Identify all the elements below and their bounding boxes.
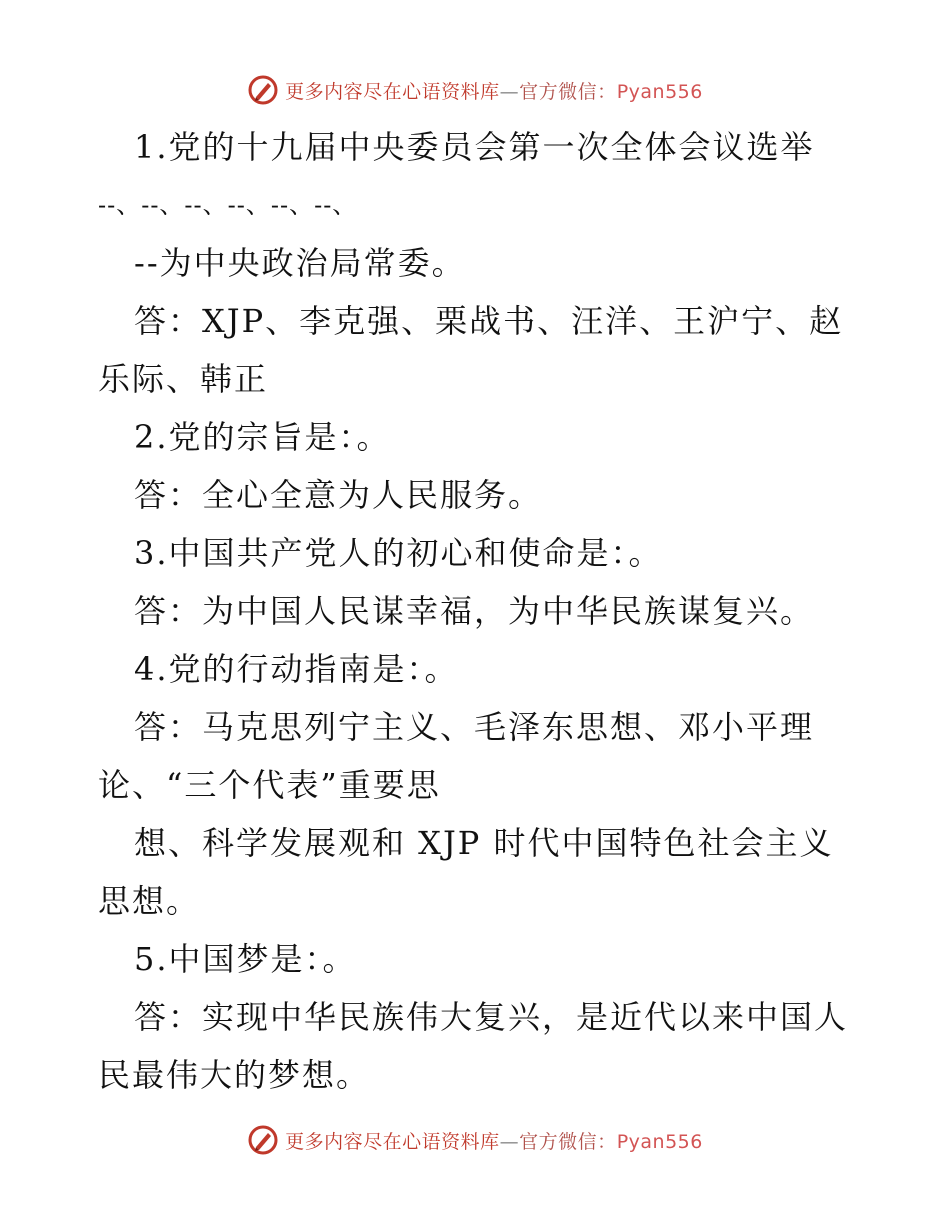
banner-main-text: 更多内容尽在心语资料库 [285,80,500,103]
question-1-line-2: --、--、--、--、--、--、 [98,191,358,219]
answer-5-line-1: 答：实现中华民族伟大复兴，是近代以来中国人 [134,998,849,1036]
document-body [98,118,858,1104]
answer-4-line-2: 论、“三个代表”重要思 [98,766,441,804]
banner-dash: — [499,80,520,103]
header-banner [0,72,950,108]
banner-dash: — [499,1130,520,1153]
banner-wechat-label: 官方微信： [519,1130,617,1153]
banner-text [285,1127,703,1154]
answer-5-line-2: 民最伟大的梦想。 [98,1056,371,1094]
pen-logo-icon [247,1124,279,1156]
banner-text [285,77,703,104]
answer-4-line-3: 想、科学发展观和 XJP 时代中国特色社会主义 [134,824,834,862]
question-1-line-1: 1.党的十九届中央委员会第一次全体会议选举 [134,128,815,166]
question-4: 4.党的行动指南是：。 [134,650,459,688]
banner-wechat-id: Pyan556 [616,1130,703,1153]
answer-1-line-2: 乐际、韩正 [98,360,269,398]
question-2: 2.党的宗旨是：。 [134,418,391,456]
pen-logo-icon [247,74,279,106]
answer-4-line-1: 答：马克思列宁主义、毛泽东思想、邓小平理 [134,708,815,746]
banner-main-text: 更多内容尽在心语资料库 [285,1130,500,1153]
answer-2: 答：全心全意为人民服务。 [134,476,543,514]
answer-3: 答：为中国人民谋幸福，为中华民族谋复兴。 [134,592,815,630]
answer-4-line-4: 思想。 [98,882,201,920]
question-3: 3.中国共产党人的初心和使命是：。 [134,534,663,572]
banner-wechat-label: 官方微信： [519,80,617,103]
question-1-line-3: --为中央政治局常委。 [134,244,466,282]
question-5: 5.中国梦是：。 [134,940,357,978]
answer-1-line-1: 答：XJP、李克强、栗战书、汪洋、王沪宁、赵 [134,302,844,340]
banner-wechat-id: Pyan556 [616,80,703,103]
footer-banner [0,1122,950,1158]
